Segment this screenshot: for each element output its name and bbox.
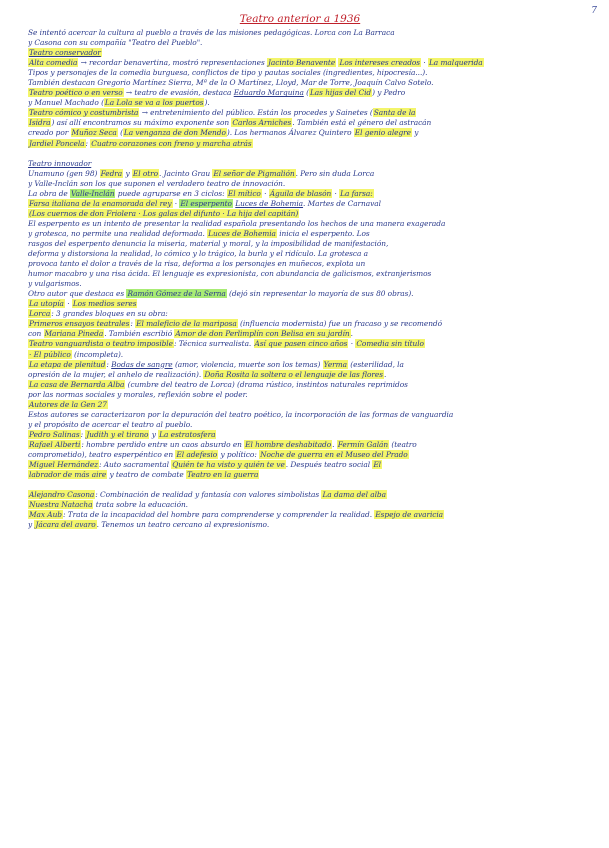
note-text: : hombre perdido entre un caos absurdo en: [81, 439, 245, 449]
highlighted-text: Bodas de sangre: [111, 359, 173, 369]
highlighted-text: El esperpento: [180, 198, 232, 208]
note-text: :: [130, 319, 136, 329]
note-line: [28, 360, 604, 370]
highlighted-text: Así que pasen cinco años: [254, 339, 348, 349]
highlighted-text: El señor de Pigmalión: [213, 168, 295, 178]
note-text: y Valle-Inclán son los que suponen el verdadero teatro de innovación.: [28, 178, 286, 188]
note-line: [28, 219, 604, 229]
highlighted-text: Luces de Bohemia: [235, 198, 304, 208]
highlighted-text: Quién te ha visto y quién te ve: [172, 460, 285, 470]
note-line: [28, 400, 604, 410]
note-line: [28, 460, 604, 470]
highlighted-text: Comedia sin título: [356, 339, 424, 349]
note-text: :: [106, 359, 112, 369]
note-text: ·: [64, 299, 72, 309]
note-line: [28, 209, 604, 219]
note-text: : 3 grandes bloques en su obra:: [51, 309, 168, 319]
highlighted-text: Luces de Bohemia: [208, 228, 276, 238]
note-text: . Martes de Carnaval: [303, 198, 381, 208]
note-text: También destacan Gregorio Martínez Sierra, Mª de la O Martínez, Lloyd, Mar de Torre, Joaquín Calvo Sotelo.: [28, 78, 434, 88]
note-text: (esterilidad, la: [347, 359, 404, 369]
note-line: [28, 159, 604, 169]
highlighted-text: (Los cuernos de don Friolera · Los galas del difunto · La hija del capitán): [29, 208, 299, 218]
note-text: y vulgarismos.: [28, 279, 82, 289]
note-text: ).: [204, 98, 210, 108]
note-line: [28, 500, 604, 510]
note-line: [28, 108, 604, 118]
highlighted-text: Teatro conservador: [29, 48, 101, 58]
note-text: Tipos y personajes de la comedia burguesa, conflictos de tipo y pautas sociales (ingredientes, hipocresía...).: [28, 68, 428, 78]
note-text: .: [383, 369, 387, 379]
note-text: ·: [332, 188, 340, 198]
note-text: ) así allí encontramos su máximo exponente son: [51, 118, 232, 128]
note-text: (dejó sin representar lo mayoría de sus 80 obras).: [226, 289, 414, 299]
note-line: [28, 98, 604, 108]
highlighted-text: Espejo de avaricia: [375, 510, 444, 520]
highlighted-text: Águila de blasón: [269, 188, 332, 198]
highlighted-text: Teatro en la guerra: [186, 470, 259, 480]
note-text: ) y Pedro: [372, 88, 406, 98]
note-text: (incompleta).: [71, 349, 124, 359]
note-line: [28, 58, 604, 68]
note-line: [28, 299, 604, 309]
note-line: [28, 520, 604, 530]
note-line: [28, 249, 604, 259]
note-text: ·: [421, 58, 428, 68]
note-line: [28, 470, 604, 480]
highlighted-text: Nuestra Natacha: [29, 500, 93, 510]
highlighted-text: Jácara del avaro: [35, 520, 96, 530]
note-text: . Después teatro social: [285, 460, 373, 470]
note-text: (: [117, 128, 123, 138]
note-line: [28, 339, 604, 349]
note-line: [28, 239, 604, 249]
note-line: [28, 390, 604, 400]
note-text: (cumbre del teatro de Lorca) (drama rústico, instintos naturales reprimidos: [125, 379, 408, 389]
highlighted-text: Mariana Pineda: [44, 329, 104, 339]
highlighted-text: Teatro poético o en verso: [29, 88, 123, 98]
highlighted-text: Doña Rosita la soltera o el lenguaje de las flores: [204, 369, 383, 379]
note-line: [28, 179, 604, 189]
note-text: ·: [172, 198, 180, 208]
note-line: [28, 370, 604, 380]
highlighted-text: Teatro cómico y costumbrista: [29, 108, 139, 118]
note-line: [28, 329, 604, 339]
note-line: [28, 269, 604, 279]
highlighted-text: Teatro vanguardista o teatro imposible: [29, 339, 173, 349]
highlighted-text: Ramón Gómez de la Serna: [127, 289, 226, 299]
note-text: por las normas sociales y morales, reflexión sobre el poder.: [28, 389, 248, 399]
page-title: Teatro anterior a 1936: [239, 13, 361, 25]
highlighted-text: Pedro Salinas: [29, 429, 80, 439]
note-text: (: [303, 88, 309, 98]
note-text: y el propósito de acercar el teatro al pueblo.: [28, 419, 193, 429]
note-text: y: [411, 128, 419, 138]
highlighted-text: Amor de don Perlimplín con Belisa en su jardín: [175, 329, 350, 339]
note-text: ·: [261, 188, 269, 198]
note-line: [28, 118, 604, 128]
note-line: [28, 78, 604, 88]
note-line: [28, 450, 604, 460]
note-text: . También escribió: [104, 329, 175, 339]
note-line: [28, 309, 604, 319]
note-line: [28, 319, 604, 329]
note-text: y: [149, 429, 159, 439]
highlighted-text: Fermín Galán: [337, 439, 389, 449]
highlighted-text: El: [373, 460, 381, 470]
highlighted-text: El adefesio: [176, 449, 218, 459]
highlighted-text: Las hijas del Cid: [309, 88, 372, 98]
highlighted-text: El maleficio de la mariposa: [136, 319, 237, 329]
note-text: ). Los hermanos Álvarez Quintero: [226, 128, 354, 138]
highlighted-text: Isidra: [29, 118, 51, 128]
note-line: [28, 440, 604, 450]
note-text: humor macabro y una risa ácida. El lenguaje es expresionista, con abundancia de galicismos, extranjerismos: [28, 269, 432, 279]
highlighted-text: La casa de Bernarda Alba: [29, 379, 125, 389]
highlighted-text: El hombre deshabitado: [245, 439, 332, 449]
highlighted-text: La utopía: [29, 299, 64, 309]
highlighted-text: La etapa de plenitud: [29, 359, 106, 369]
note-text: y: [28, 520, 35, 530]
note-line: [28, 510, 604, 520]
note-text: : Trata de la incapacidad del hombre para comprenderse y comprender la realidad.: [62, 510, 375, 520]
highlighted-text: Yerma: [323, 359, 347, 369]
note-text: El esperpento es un intento de presentar la realidad española presentando los hechos de una manera exagerada: [28, 218, 446, 228]
note-text: comprometido), teatro esperpéntico en: [28, 449, 176, 459]
highlighted-text: Fedra: [100, 168, 123, 178]
highlighted-text: Alta comedia: [29, 58, 78, 68]
note-text: → teatro de evasión, destaca: [123, 88, 234, 98]
highlighted-text: Teatro innovador: [28, 158, 92, 168]
note-line: [28, 420, 604, 430]
note-line: [28, 48, 604, 58]
note-text: Unamuno (gen 98): [28, 168, 100, 178]
handwritten-notes: [28, 28, 604, 530]
page-number: 7: [591, 6, 597, 16]
highlighted-text: · El público: [29, 349, 71, 359]
highlighted-text: Santa de la: [373, 108, 416, 118]
highlighted-text: Lorca: [29, 309, 51, 319]
note-text: (influencia modernista) fue un fracaso y se recomendó: [237, 319, 442, 329]
note-line: [28, 259, 604, 269]
highlighted-text: El mítico: [227, 188, 261, 198]
highlighted-text: Valle-Inclán: [71, 188, 115, 198]
note-text: . Pero sin duda Lorca: [295, 168, 375, 178]
highlighted-text: El otro: [132, 168, 159, 178]
highlighted-text: Farsa italiana de la enamorada del rey: [29, 198, 172, 208]
note-text: . Jacinto Grau: [159, 168, 213, 178]
highlighted-text: Los intereses creados: [339, 58, 421, 68]
highlighted-text: La estratosfera: [159, 429, 216, 439]
highlighted-text: La malquerida: [428, 58, 483, 68]
note-text: : Combinación de realidad y fantasía con valores simbolistas: [95, 490, 322, 500]
note-line: [28, 279, 604, 289]
note-text: provoca tanto el dolor a través de la risa, deforma a los personajes en muñecos, explota un: [28, 259, 366, 269]
highlighted-text: Jacinto Benavente: [267, 58, 336, 68]
note-text: .: [350, 329, 353, 339]
note-text: rasgos del esperpento denuncia la miseria, material y moral, y la imposibilidad de manifestación,: [28, 238, 389, 248]
highlighted-text: Autores de la Gen 27: [29, 399, 107, 409]
highlighted-text: Alejandro Casona: [29, 490, 95, 500]
note-line: [28, 38, 604, 48]
note-line: [28, 490, 604, 500]
note-text: :: [80, 429, 86, 439]
note-line: [28, 139, 604, 149]
note-text: → recordar benavertina, mostró representaciones: [78, 58, 267, 68]
highlighted-text: Muñoz Seca: [71, 128, 117, 138]
note-text: y: [123, 168, 132, 178]
highlighted-text: labrador de más aire: [29, 470, 107, 480]
highlighted-text: La venganza de don Mendo: [123, 128, 226, 138]
note-text: :: [85, 138, 91, 148]
highlighted-text: La Lola se va a los puertos: [104, 98, 204, 108]
highlighted-text: Cuatro corazones con freno y marcha atrás: [91, 138, 252, 148]
note-text: . Tenemos un teatro cercano al expresionismo.: [96, 520, 270, 530]
note-line: [28, 189, 604, 199]
highlighted-text: Rafael Alberti: [29, 439, 81, 449]
note-text: y grotesca, no permite una realidad deformada.: [28, 228, 208, 238]
note-text: La obra de: [28, 188, 71, 198]
note-line: [28, 430, 604, 440]
note-line: [28, 68, 604, 78]
highlighted-text: El genio alegre: [354, 128, 411, 138]
note-line: [28, 128, 604, 138]
note-text: y político:: [218, 449, 260, 459]
note-text: Se intentó acercar la cultura al pueblo a través de las misiones pedagógicas. Lorca con La Barraca: [28, 28, 395, 37]
note-text: .: [332, 439, 337, 449]
note-line: [28, 480, 604, 490]
highlighted-text: Max Aub: [29, 510, 62, 520]
note-text: (amor, violencia, muerte son los temas): [172, 359, 323, 369]
note-line: [28, 199, 604, 209]
note-text: inicia el esperpento. Los: [276, 228, 370, 238]
highlighted-text: La farsa:: [340, 188, 373, 198]
note-text: → entretenimiento del público. Están los procedes y Sainetes (: [139, 108, 373, 118]
note-text: deforma y distorsiona la realidad, lo cómico y lo trágico, la burla y el ridículo. La grotesca a: [28, 249, 368, 259]
note-text: con: [28, 329, 44, 339]
note-line: [28, 289, 604, 299]
highlighted-text: La dama del alba: [322, 490, 386, 500]
note-text: y teatro de combate: [107, 470, 186, 480]
note-line: [28, 380, 604, 390]
note-text: Estos autores se caracterizaron por la depuración del teatro poético, la incorporación de las formas de vanguardia: [28, 409, 454, 419]
note-line: [28, 88, 604, 98]
note-line: [28, 28, 604, 38]
note-text: opresión de la mujer, el anhelo de realización).: [28, 369, 204, 379]
note-text: y Casona con su compañía "Teatro del Pueblo".: [28, 38, 203, 48]
highlighted-text: Noche de guerra en el Museo del Prado: [260, 449, 408, 459]
note-text: Otro autor que destaca es: [28, 289, 127, 299]
note-line: [28, 169, 604, 179]
note-line: [28, 149, 604, 159]
note-text: : Auto sacramental: [99, 460, 172, 470]
note-text: creado por: [28, 128, 71, 138]
note-text: ·: [348, 339, 356, 349]
highlighted-text: Primeros ensayos teatrales: [29, 319, 130, 329]
note-text: (teatro: [389, 439, 417, 449]
highlighted-text: Carlos Arniches: [232, 118, 292, 128]
note-text: y Manuel Machado (: [28, 98, 104, 108]
note-text: . También está el género del astracán: [292, 118, 432, 128]
highlighted-text: Los medios seres: [72, 299, 137, 309]
note-text: trata sobre la educación.: [93, 500, 188, 510]
highlighted-text: Miguel Hernández: [29, 460, 98, 470]
highlighted-text: Eduardo Marquina: [233, 88, 304, 98]
note-text: : Técnica surrealista.: [173, 339, 254, 349]
note-line: [28, 229, 604, 239]
note-line: [28, 410, 604, 420]
note-text: puede agruparse en 3 ciclos:: [115, 188, 227, 198]
highlighted-text: Jardiel Poncela: [29, 138, 85, 148]
note-line: [28, 350, 604, 360]
highlighted-text: Judith y el tirano: [86, 429, 149, 439]
